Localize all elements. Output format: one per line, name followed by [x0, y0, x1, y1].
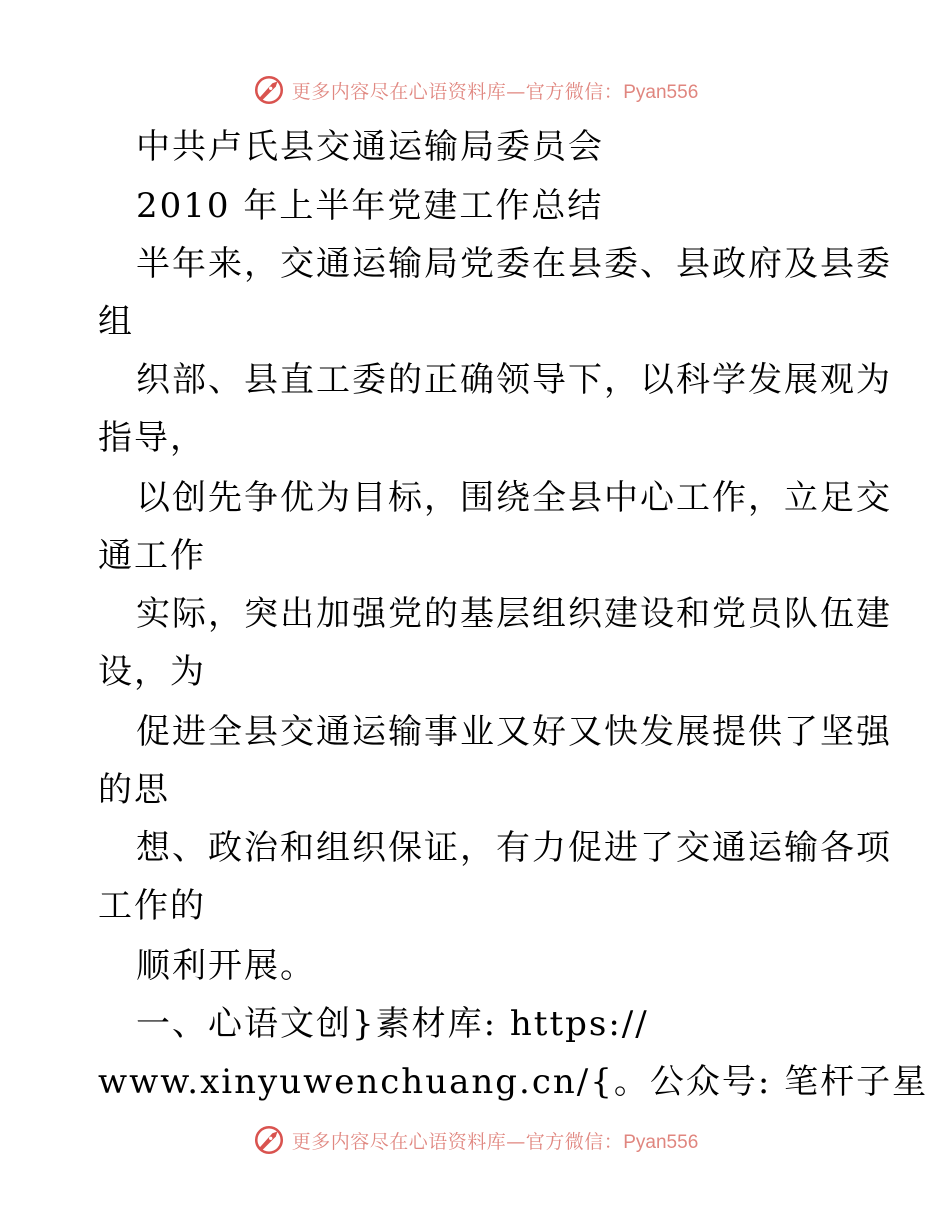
org-title: 中共卢氏县交通运输局委员会: [136, 127, 604, 167]
paragraph-line: 实际，突出加强党的基层组织建设和党员队伍建: [136, 594, 892, 634]
paragraph-line: 织部、县直工委的正确领导下，以科学发展观为: [136, 360, 892, 400]
paragraph-line: 工作的: [98, 886, 206, 926]
paragraph-line: 以创先争优为目标，围绕全县中心工作，立足交: [136, 478, 892, 518]
paragraph-line: 半年来，交通运输局党委在县委、县政府及县委: [136, 244, 892, 284]
paragraph-line: 组: [98, 302, 134, 342]
watermark-text: 更多内容尽在心语资料库—官方微信：Pyan556: [291, 1130, 699, 1153]
section-heading-line: 一、心语文创}素材库: https://: [136, 1004, 649, 1044]
section-heading-line: www.xinyuwenchuang.cn/{。公众号: 笔杆子星: [98, 1062, 929, 1102]
paragraph-line: 通工作: [98, 536, 206, 576]
paragraph-line: 的思: [98, 770, 170, 810]
watermark-text: 更多内容尽在心语资料库—官方微信：Pyan556: [291, 80, 699, 103]
paragraph-line: 指导，: [98, 418, 206, 458]
paragraph-line: 想、政治和组织保证，有力促进了交通运输各项: [136, 828, 892, 868]
footer-watermark: [0, 1120, 950, 1160]
paragraph-line: 设，为: [98, 652, 206, 692]
paragraph-line: 顺利开展。: [136, 946, 316, 986]
doc-title: 2010 年上半年党建工作总结: [136, 186, 604, 226]
pen-nib-logo-icon: [252, 1123, 286, 1157]
paragraph-line: 促进全县交通运输事业又好又快发展提供了坚强: [136, 712, 892, 752]
